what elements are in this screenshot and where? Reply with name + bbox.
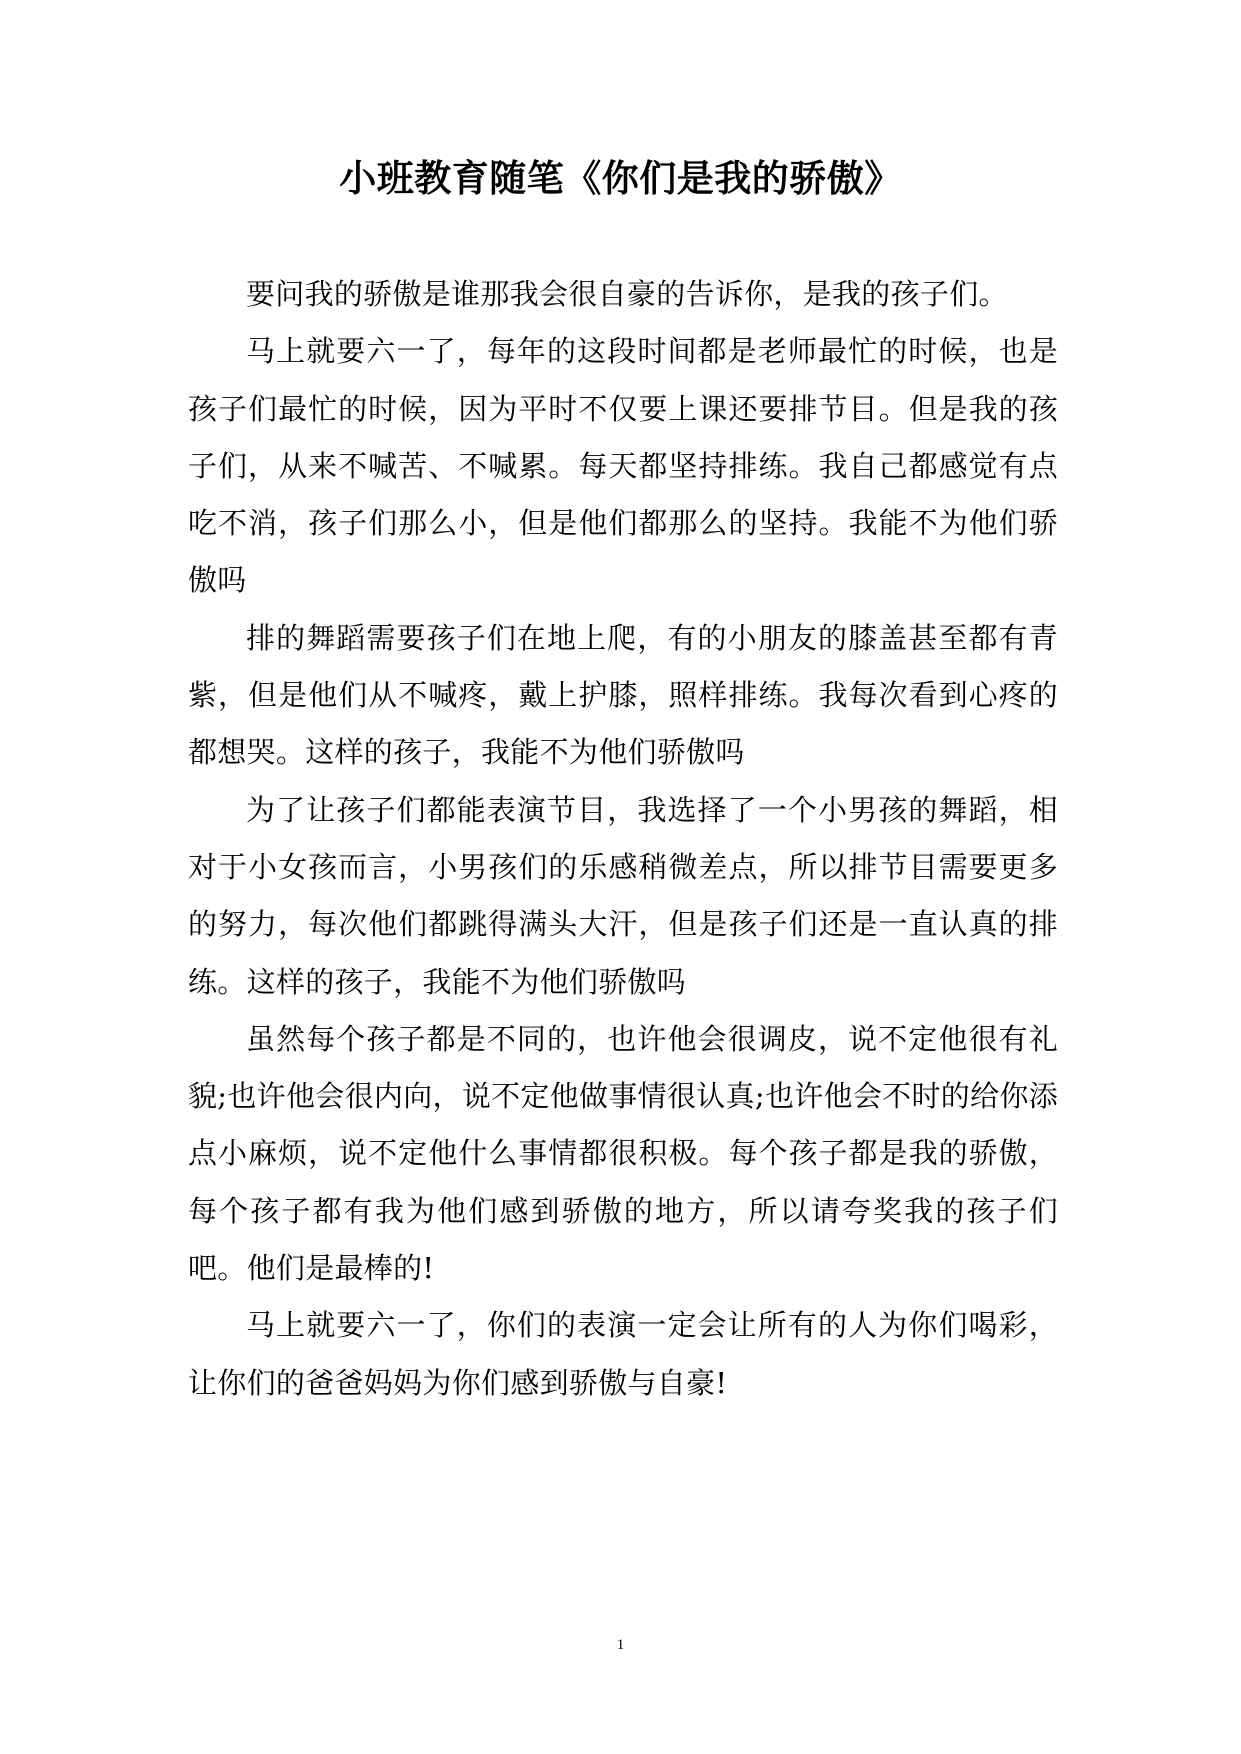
paragraph: 排的舞蹈需要孩子们在地上爬，有的小朋友的膝盖甚至都有青紫，但是他们从不喊疼，戴上护膝，照样排练。我每次看到心疼的都想哭。这样的孩子，我能不为他们骄傲吗: [188, 620, 1058, 770]
page-number: 1: [616, 1637, 625, 1653]
paragraph: 要问我的骄傲是谁那我会很自豪的告诉你，是我的孩子们。: [246, 277, 1008, 311]
paragraph: 马上就要六一了，每年的这段时间都是老师最忙的时候，也是孩子们最忙的时候，因为平时不仅要上课还要排节目。但是我的孩子们，从来不喊苦、不喊累。每天都坚持排练。我自己都感觉有点吃不消，孩子们那么小，但是他们都那么的坚持。我能不为他们骄傲吗: [188, 334, 1058, 598]
document-body: [188, 266, 1058, 1412]
paragraph: 马上就要六一了，你们的表演一定会让所有的人为你们喝彩，让你们的爸爸妈妈为你们感到骄傲与自豪!: [188, 1308, 1058, 1400]
document-title: 小班教育随笔《你们是我的骄傲》: [339, 156, 902, 200]
paragraph: 虽然每个孩子都是不同的，也许他会很调皮，说不定他很有礼貌;也许他会很内向，说不定他做事情很认真;也许他会不时的给你添点小麻烦，说不定他什么事情都很积极。每个孩子都是我的骄傲，每个孩子都有我为他们感到骄傲的地方，所以请夸奖我的孩子们吧。他们是最棒的!: [188, 1021, 1058, 1286]
paragraph: 为了让孩子们都能表演节目，我选择了一个小男孩的舞蹈，相对于小女孩而言，小男孩们的乐感稍微差点，所以排节目需要更多的努力，每次他们都跳得满头大汗，但是孩子们还是一直认真的排练。这样的孩子，我能不为他们骄傲吗: [188, 792, 1058, 999]
